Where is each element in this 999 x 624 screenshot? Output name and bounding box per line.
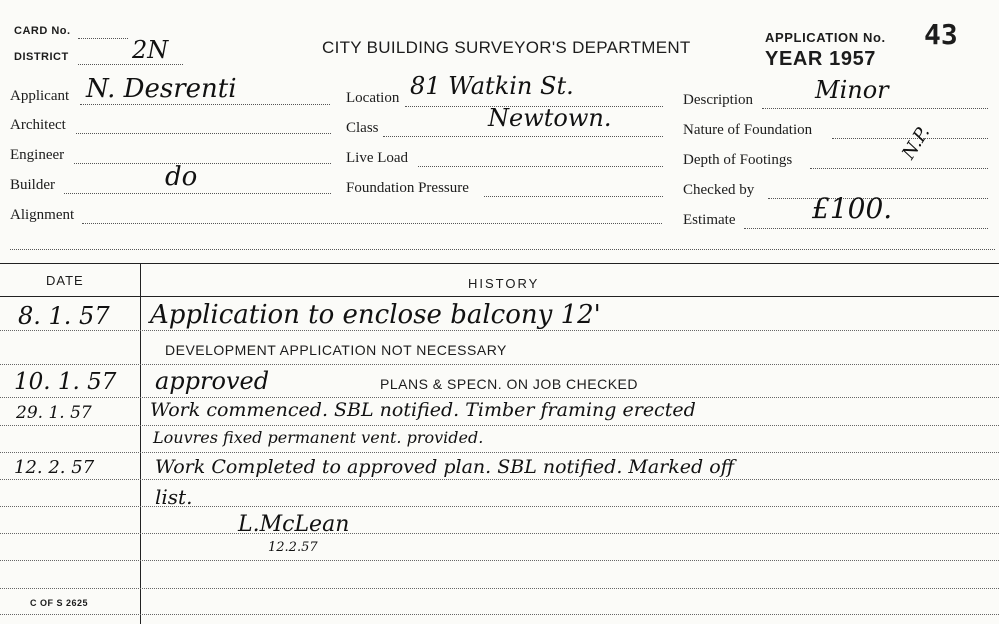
builder-label: Builder (10, 177, 55, 193)
table-row-history: approved (155, 367, 270, 395)
history-column-header: HISTORY (468, 276, 540, 291)
estimate-label: Estimate (683, 212, 736, 228)
district-value: 2N (132, 36, 169, 64)
signature: L.McLean (238, 512, 350, 537)
card-no-line (78, 38, 128, 39)
estimate-value: £100. (812, 192, 893, 225)
live-load-label: Live Load (346, 150, 409, 166)
table-row-date: 8. 1. 57 (18, 302, 110, 330)
card-no-label: CARD No. (14, 25, 71, 37)
signature-date: 12.2.57 (268, 540, 318, 555)
table-row-date: 12. 2. 57 (14, 457, 95, 478)
application-no-value: 43 (924, 18, 958, 51)
table-row-date: 10. 1. 57 (14, 369, 117, 395)
table-row-history: Louvres fixed permanent vent. provided. (153, 428, 484, 447)
district-label: DISTRICT (14, 51, 69, 63)
department-title: CITY BUILDING SURVEYOR'S DEPARTMENT (322, 38, 691, 57)
description-label: Description (683, 92, 753, 108)
class-label: Class (346, 120, 379, 136)
table-row-date: 29. 1. 57 (16, 403, 92, 423)
table-column-divider (140, 263, 141, 624)
year-label: YEAR 1957 (765, 48, 877, 70)
application-no-label: APPLICATION No. (765, 30, 886, 45)
foundation-pressure-label: Foundation Pressure (346, 180, 469, 196)
table-row-history: Application to enclose balcony 12' (150, 300, 601, 330)
builder-value: do (165, 162, 198, 192)
architect-label: Architect (10, 117, 66, 133)
development-stamp: DEVELOPMENT APPLICATION NOT NECESSARY (165, 342, 507, 358)
location-value: 81 Watkin St. (410, 72, 574, 100)
class-value: Newtown. (488, 104, 612, 132)
district-line (78, 64, 183, 65)
table-row-history: list. (155, 485, 193, 509)
depth-value: N.P. (898, 122, 935, 164)
engineer-label: Engineer (10, 147, 65, 163)
description-value: Minor (815, 76, 889, 104)
nature-of-foundation-label: Nature of Foundation (683, 122, 813, 138)
location-label: Location (346, 90, 400, 106)
applicant-value: N. Desrenti (86, 74, 237, 104)
table-top-rule (0, 263, 999, 264)
depth-of-footings-label: Depth of Footings (683, 152, 793, 168)
date-column-header: DATE (46, 273, 84, 288)
table-header-rule (0, 296, 999, 297)
checked-by-label: Checked by (683, 182, 755, 198)
form-code: C OF S 2625 (30, 598, 89, 608)
applicant-label: Applicant (10, 88, 70, 104)
table-row-history: Work commenced. SBL notified. Timber framing erected (150, 399, 696, 421)
plans-checked-stamp: PLANS & SPECN. ON JOB CHECKED (380, 376, 639, 392)
alignment-label: Alignment (10, 207, 75, 223)
table-row-history: Work Completed to approved plan. SBL notified. Marked off (155, 456, 735, 478)
